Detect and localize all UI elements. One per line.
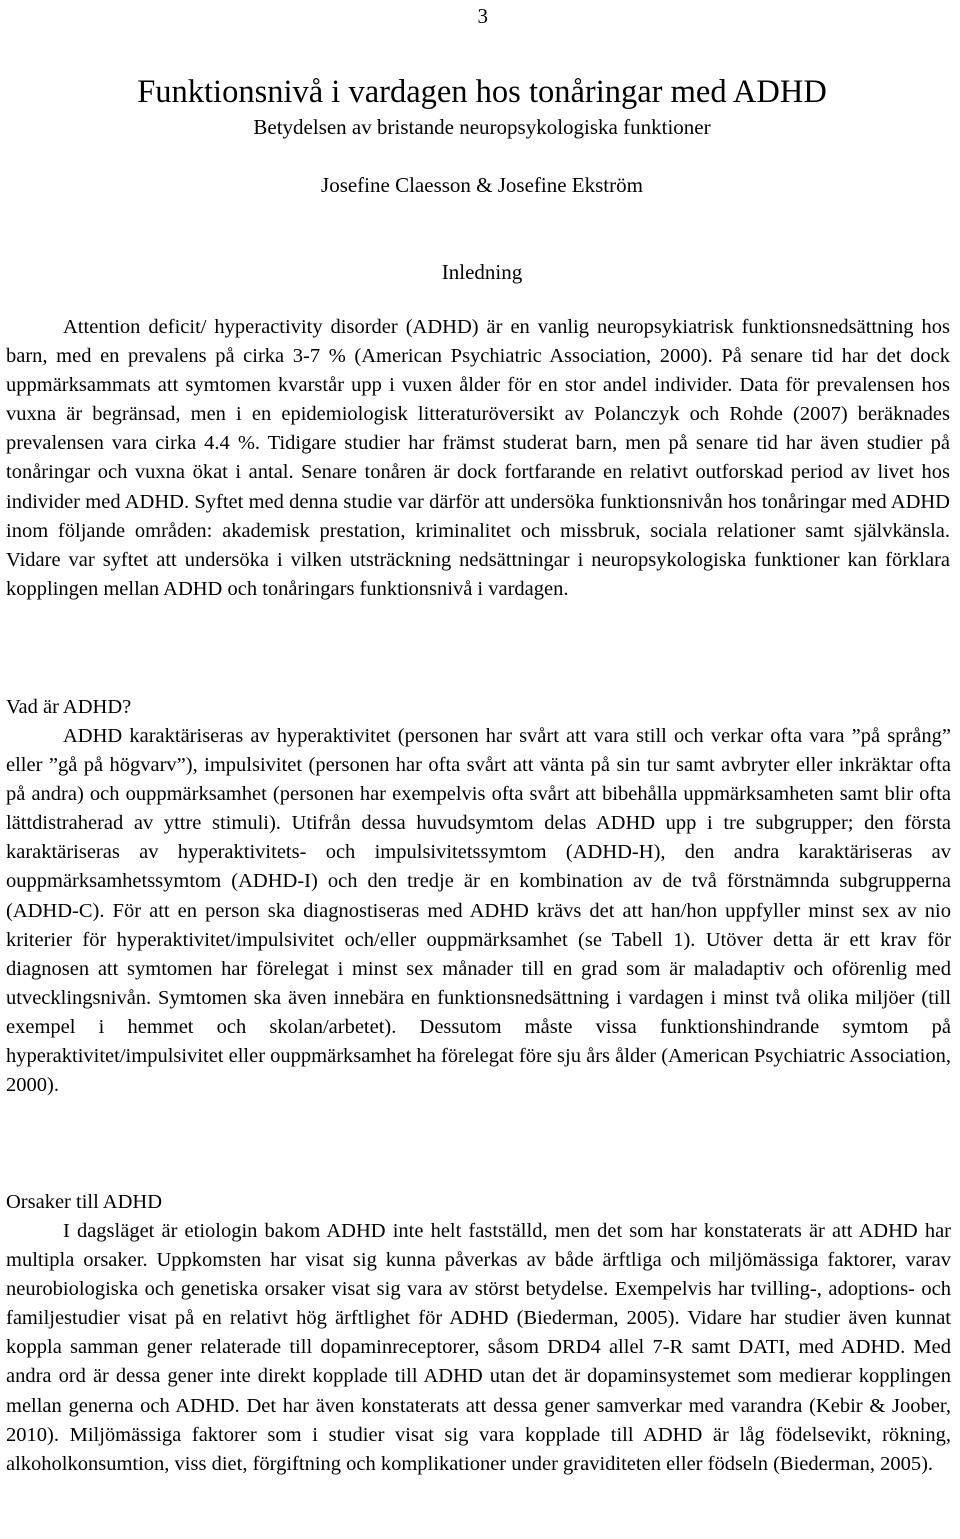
- section-heading: Orsaker till ADHD: [6, 1191, 163, 1213]
- intro-section: [6, 313, 950, 604]
- document-title: Funktionsnivå i vardagen hos tonåringar med ADHD: [137, 74, 827, 110]
- section-paragraph: I dagsläget är etiologin bakom ADHD inte helt fastställd, men det som har konstaterats är att ADHD har multipla orsaker. Uppkomsten har visat sig kunna påverkas av både ärftliga och miljömässiga faktorer, varav neurobiologiska och genetiska orsaker visat sig vara av störst betydelse. Exempelvis har tvilling-, adoptions- och familjestudier visat på en relativt hög ärftlighet för ADHD (Biederman, 2005). Vidare har studier även kunnat koppla samman gener relaterade till dopaminreceptorer, såsom DRD4 allel 7-R samt DATI, med ADHD. Med andra ord är dessa gener inte direkt kopplade till ADHD utan det är dopaminsystemet som medierar kopplingen mellan generna och ADHD. Det har även konstaterats att dessa gener samverkar med varandra (Kebir & Joober, 2010). Miljömässiga faktorer som i studier visat sig vara kopplade till ADHD är låg födelsevikt, rökning, alkoholkonsumtion, viss diet, förgiftning och komplikationer under graviditeten eller födseln (Biederman, 2005).: [6, 1220, 951, 1475]
- section-paragraph: ADHD karaktäriseras av hyperaktivitet (personen har svårt att vara still och verkar ofta vara ”på språng” eller ”gå på högvarv”), impulsivitet (personen har ofta svårt att vänta på sin tur samt avbryter eller inkräktar ofta på andra) och ouppmärksamhet (personen har exempelvis ofta svårt att bibehålla uppmärksamheten samt blir ofta lättdistraherad av yttre stimuli). Utifrån dessa huvudsymtom delas ADHD upp i tre subgrupper; den första karaktäriseras av hyperaktivitets- och impulsivitetssymtom (ADHD-H), den andra karaktäriseras av ouppmärksamhetssymtom (ADHD-I) och den tredje är en kombination av de två förstnämnda subgrupperna (ADHD-C). För att en person ska diagnostiseras med ADHD krävs det att han/hon uppfyller minst sex av nio kriterier för hyperaktivitet/impulsivitet och/eller ouppmärksamhet (se Tabell 1). Utöver detta är ett krav för diagnosen att symtomen har förelegat i minst sex månader till en grad som är maladaptiv och oförenlig med utvecklingsnivån. Symtomen ska även innebära en funktionsnedsättning i vardagen i minst två olika miljöer (till exempel i hemmet och skolan/arbetet). Dessutom måste vissa funktionshindrande symtom på hyperaktivitet/impulsivitet eller ouppmärksamhet ha förelegat före sju års ålder (American Psychiatric Association, 2000).: [6, 725, 951, 1097]
- section-what-is-adhd: [6, 693, 951, 1100]
- section-heading: Vad är ADHD?: [6, 696, 132, 718]
- section-causes-of-adhd: [6, 1188, 951, 1479]
- page-number: 3: [477, 4, 488, 28]
- intro-paragraph: Attention deficit/ hyperactivity disorder (ADHD) är en vanlig neuropsykiatrisk funktionsnedsättning hos barn, med en prevalens på cirka 3-7 % (American Psychiatric Association, 2000). På senare tid har det dock uppmärksammats att symtomen kvarstår upp i vuxen ålder för en stor andel individer. Data för prevalensen hos vuxna är begränsad, men i en epidemiologisk litteraturöversikt av Polanczyk och Rohde (2007) beräknades prevalensen vara cirka 4.4 %. Tidigare studier har främst studerat barn, men på senare tid har även studier på tonåringar och vuxna ökat i antal. Senare tonåren är dock fortfarande en relativt outforskad period av livet hos individer med ADHD. Syftet med denna studie var därför att undersöka funktionsnivån hos tonåringar med ADHD inom följande områden: akademisk prestation, kriminalitet och missbruk, sociala relationer samt självkänsla. Vidare var syftet att undersöka i vilken utsträckning nedsättningar i neuropsykologiska funktioner kan förklara kopplingen mellan ADHD och tonåringars funktionsnivå i vardagen.: [6, 316, 950, 600]
- section-heading-intro: Inledning: [441, 260, 523, 284]
- title-block: [0, 72, 960, 286]
- document-subtitle: Betydelsen av bristande neuropsykologiska funktioner: [253, 115, 711, 139]
- authors: Josefine Claesson & Josefine Ekström: [321, 173, 643, 197]
